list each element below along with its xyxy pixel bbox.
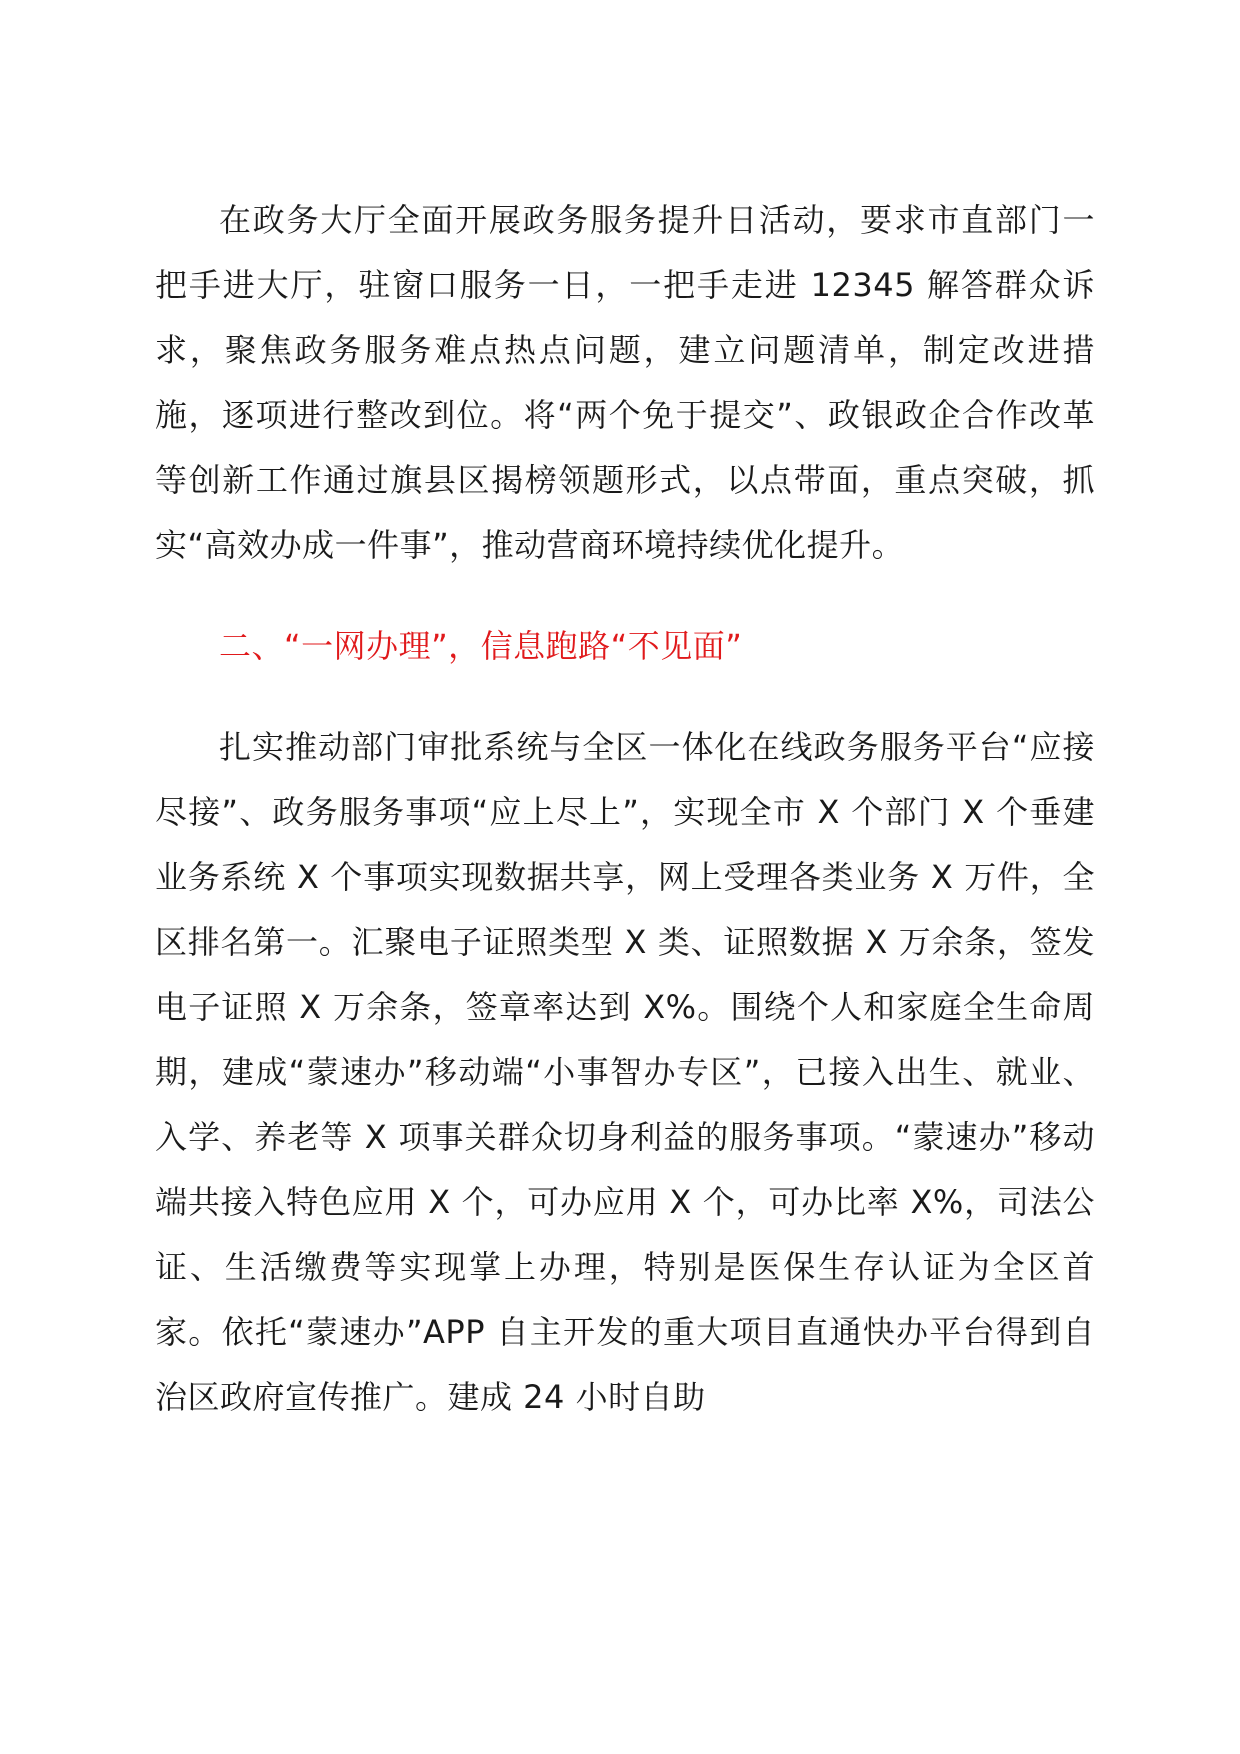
body-paragraph-1: 在政务大厅全面开展政务服务提升日活动，要求市直部门一把手进大厅，驻窗口服务一日，一把手走进 12345 解答群众诉求，聚焦政务服务难点热点问题，建立问题清单，制定改进措施，逐项进行整改到位。将“两个免于提交”、政银政企合作改革等创新工作通过旗县区揭榜领题形式，以点带面，重点突破，抓实“高效办成一件事”，推动营商环境持续优化提升。	[155, 201, 1095, 564]
body-paragraph-2: 扎实推动部门审批系统与全区一体化在线政务服务平台“应接尽接”、政务服务事项“应上尽上”，实现全市 X 个部门 X 个垂建业务系统 X 个事项实现数据共享，网上受理各类业务 X 万件，全区排名第一。汇聚电子证照类型 X 类、证照数据 X 万余条，签发电子证照 X 万余条，签章率达到 X%。围绕个人和家庭全生命周期，建成“蒙速办”移动端“小事智办专区”，已接入出生、就业、入学、养老等 X 项事关群众切身利益的服务事项。“蒙速办”移动端共接入特色应用 X 个，可办应用 X 个，可办比率 X%，司法公证、生活缴费等实现掌上办理，特别是医保生存认证为全区首家。依托“蒙速办”APP 自主开发的重大项目直通快办平台得到自治区政府宣传推广。建成 24 小时自助	[155, 728, 1095, 1416]
document-page	[155, 188, 1095, 1430]
section-heading-2: 二、“一网办理”，信息跑路“不见面”	[219, 627, 743, 665]
